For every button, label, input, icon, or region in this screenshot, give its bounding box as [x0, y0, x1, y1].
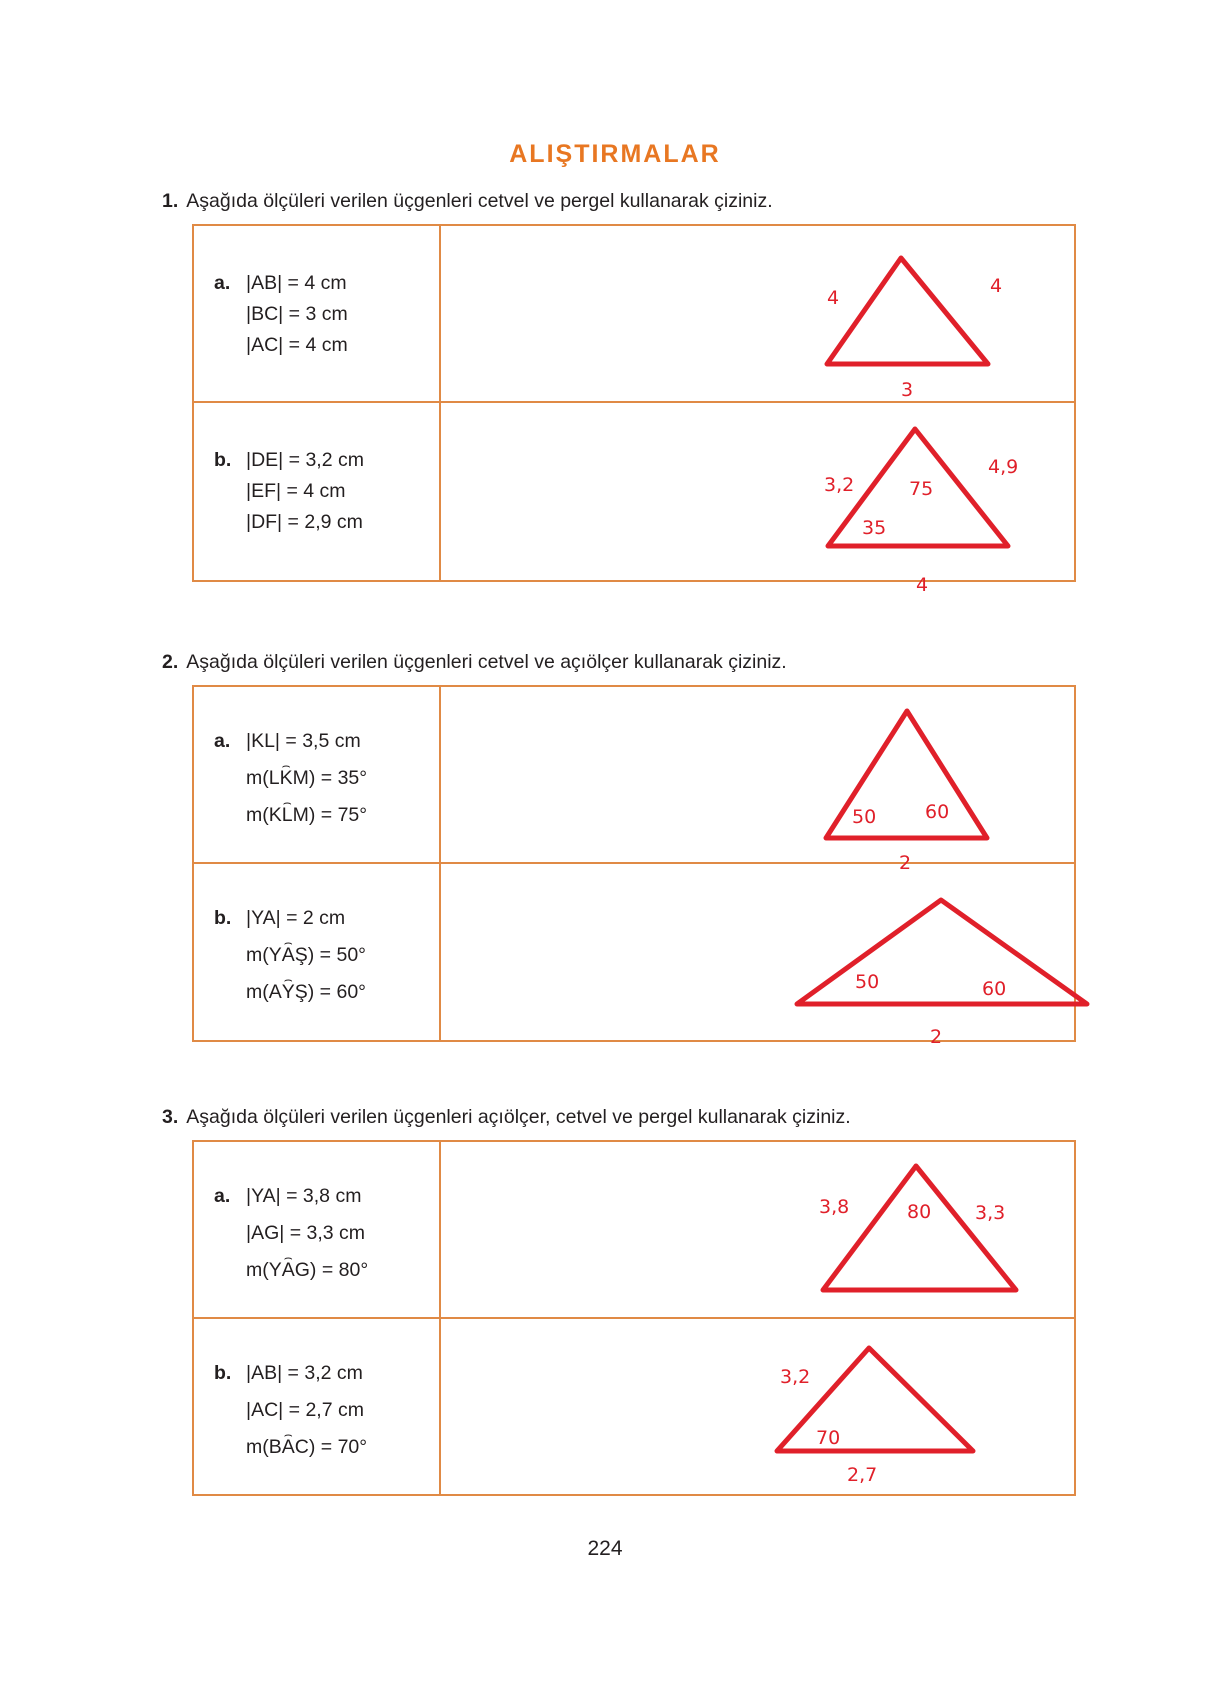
given: m(A⌢ YŞ) = 60° — [214, 974, 366, 1011]
page-number: 224 — [587, 1537, 623, 1560]
svg-text:4: 4 — [916, 574, 929, 596]
triangle-drawing — [441, 226, 1076, 403]
svg-text:70: 70 — [816, 1427, 841, 1449]
drawing-cell — [441, 687, 1074, 874]
drawing-cell — [441, 864, 1074, 1048]
drawing-cell — [441, 1142, 1074, 1317]
exercise-3a-row — [194, 1142, 1074, 1319]
part-label: a. — [214, 730, 231, 752]
exercise-1b-row — [194, 403, 1074, 596]
givens-list — [214, 1355, 367, 1466]
exercise-2-heading — [162, 651, 787, 674]
svg-text:4,9: 4,9 — [988, 456, 1019, 478]
angle-hat: ⌢ A — [282, 937, 295, 974]
given: |AG| = 3,3 cm — [246, 1222, 366, 1244]
exercise-number: 3. — [162, 1106, 179, 1128]
exercise-2b-row — [194, 864, 1074, 1048]
exercise-3-table — [192, 1140, 1076, 1496]
given: |YA| = 2 cm — [246, 907, 346, 929]
exercise-2-table — [192, 685, 1076, 1048]
givens-cell — [194, 687, 441, 862]
exercise-instruction: Aşağıda ölçüleri verilen üçgenleri cetvel ve pergel kullanarak çiziniz. — [186, 190, 773, 212]
given: m(Y⌢ AG) = 80° — [214, 1252, 368, 1289]
given: |AC| = 4 cm — [246, 334, 348, 356]
triangle-drawing — [441, 864, 1076, 1048]
given: m(K⌢ LM) = 75° — [214, 797, 367, 834]
svg-text:3: 3 — [901, 379, 914, 401]
given: m(L⌢ KM) = 35° — [214, 760, 367, 797]
part-label: a. — [214, 1185, 231, 1207]
svg-text:4: 4 — [990, 275, 1003, 297]
svg-text:50: 50 — [852, 806, 877, 828]
exercise-1-table — [192, 224, 1076, 596]
angle-hat: ⌢ A — [282, 1429, 295, 1466]
svg-text:50: 50 — [855, 971, 880, 993]
given: |AB| = 3,2 cm — [246, 1362, 363, 1384]
svg-text:3,8: 3,8 — [819, 1196, 850, 1218]
given: |KL| = 3,5 cm — [246, 730, 361, 752]
drawing-cell — [441, 403, 1074, 596]
given: |AC| = 2,7 cm — [246, 1399, 364, 1421]
drawing-cell — [441, 1319, 1074, 1496]
angle-hat: ⌢ Y — [282, 974, 295, 1011]
svg-text:3,2: 3,2 — [824, 474, 855, 496]
angle-hat: ⌢ K — [280, 760, 293, 797]
svg-text:80: 80 — [907, 1201, 932, 1223]
exercise-3b-row — [194, 1319, 1074, 1496]
triangle-drawing — [441, 403, 1076, 596]
part-label: b. — [214, 907, 232, 929]
svg-text:3,2: 3,2 — [780, 1366, 811, 1388]
givens-cell — [194, 1142, 441, 1317]
exercise-2a-row — [194, 687, 1074, 874]
given: m(B⌢ AC) = 70° — [214, 1429, 367, 1466]
svg-text:35: 35 — [862, 517, 887, 539]
svg-text:2: 2 — [930, 1026, 943, 1048]
svg-text:4: 4 — [827, 287, 840, 309]
exercise-instruction: Aşağıda ölçüleri verilen üçgenleri açıölçer, cetvel ve pergel kullanarak çiziniz. — [186, 1106, 851, 1128]
given: |AB| = 4 cm — [246, 272, 347, 294]
part-label: b. — [214, 1362, 232, 1384]
givens-list — [214, 445, 364, 538]
given: |YA| = 3,8 cm — [246, 1185, 362, 1207]
svg-text:2,7: 2,7 — [847, 1464, 878, 1486]
exercise-1-heading — [162, 190, 773, 213]
given: |BC| = 3 cm — [246, 303, 348, 325]
givens-cell — [194, 1319, 441, 1496]
triangle-drawing — [441, 687, 1076, 874]
givens-cell — [194, 403, 441, 580]
exercise-number: 1. — [162, 190, 179, 212]
given: |DE| = 3,2 cm — [246, 449, 364, 471]
given: |DF| = 2,9 cm — [246, 511, 363, 533]
givens-list — [214, 900, 366, 1011]
svg-text:3,3: 3,3 — [975, 1202, 1006, 1224]
exercise-1a-row — [194, 226, 1074, 403]
angle-hat: ⌢ L — [282, 797, 293, 834]
page-title: ALIŞTIRMALAR — [509, 140, 721, 168]
svg-text:60: 60 — [982, 978, 1007, 1000]
part-label: b. — [214, 449, 232, 471]
givens-list — [214, 723, 367, 834]
exercise-instruction: Aşağıda ölçüleri verilen üçgenleri cetvel ve açıölçer kullanarak çiziniz. — [186, 651, 787, 673]
given: |EF| = 4 cm — [246, 480, 346, 502]
drawing-cell — [441, 226, 1074, 401]
angle-hat: ⌢ A — [282, 1252, 295, 1289]
exercise-3-heading — [162, 1106, 851, 1129]
givens-list — [214, 1178, 368, 1289]
givens-list — [214, 268, 348, 361]
givens-cell — [194, 226, 441, 401]
svg-text:60: 60 — [925, 801, 950, 823]
exercise-number: 2. — [162, 651, 179, 673]
svg-text:2: 2 — [899, 852, 912, 874]
svg-text:75: 75 — [909, 478, 934, 500]
given: m(Y⌢ AŞ) = 50° — [214, 937, 366, 974]
part-label: a. — [214, 272, 231, 294]
triangle-drawing — [441, 1142, 1076, 1319]
triangle-drawing — [441, 1319, 1076, 1496]
givens-cell — [194, 864, 441, 1041]
